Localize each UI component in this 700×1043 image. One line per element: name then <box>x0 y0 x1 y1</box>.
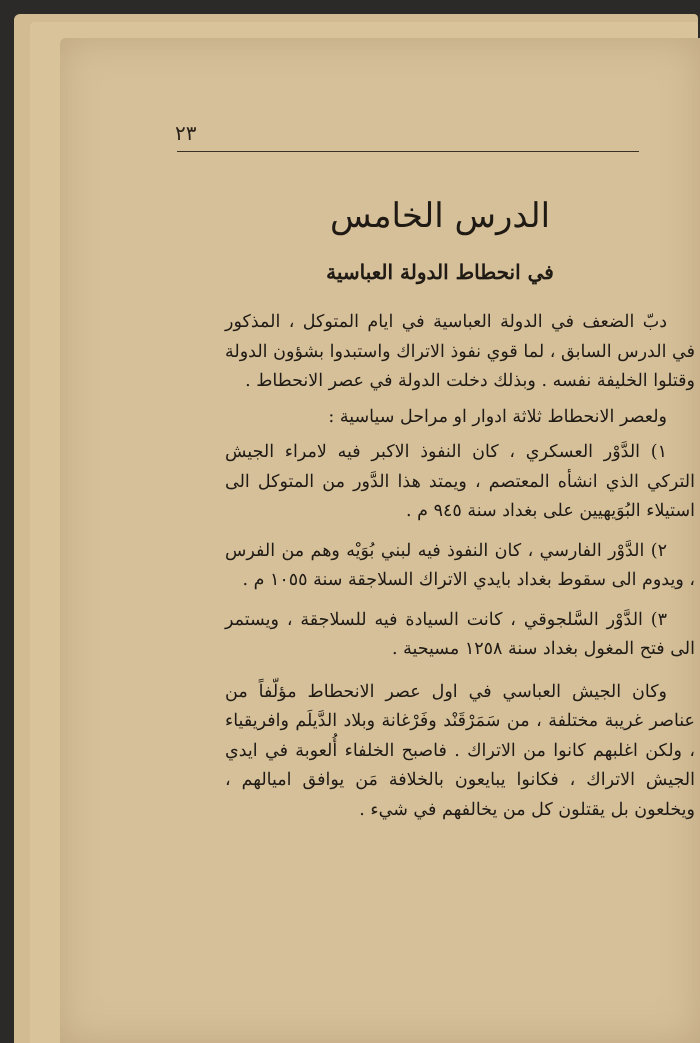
paragraph-army: وكان الجيش العباسي في اول عصر الانحطاط مؤلّفاً من عناصر غريبة مختلفة ، من سَمَرْقَنْد وفَرْغانة وبلاد الدَّيلَم وافريقياء ، ولكن اغلبهم كانوا من الاتراك . فاصبح الخلفاء أُلعوبة في ايدي الجيش الاتراك ، فكانوا يبايعون بالخلافة مَن يوافق اميالهم ، ويخلعون بل يقتلون كل من يخالفهم في شيء . <box>225 681 695 820</box>
paragraph-stages-lead: ولعصر الانحطاط ثلاثة ادوار او مراحل سياسية : <box>328 406 667 427</box>
book-page <box>60 38 700 1043</box>
page-number: ٢٣ <box>175 121 197 145</box>
paragraph-intro: دبّ الضعف في الدولة العباسية في ايام المتوكل ، المذكور في الدرس السابق ، لما قوي نفوذ الاتراك واستبدوا بشؤون الدولة وقتلوا الخليفة نفسه . وبذلك دخلت الدولة في عصر الانحطاط . <box>225 312 695 391</box>
lesson-title: الدرس الخامس <box>329 196 551 236</box>
paragraph-stage-military: ١) الدَّوْر العسكري ، كان النفوذ الاكبر فيه لامراء الجيش التركي الذي انشأه المعتصم ، ويمتد هذا الدَّور من المتوكل الى استيلاء البُوَيهيين على بغداد سنة ٩٤٥ م . <box>225 442 695 521</box>
paragraph-stage-persian: ٢) الدَّوْر الفارسي ، كان النفوذ فيه لبني بُوَيْه وهم من الفرس ، ويدوم الى سقوط بغداد بايدي الاتراك السلاجقة سنة ١٠٥٥ م . <box>225 540 695 590</box>
paragraph-stage-seljuk: ٣) الدَّوْر السَّلجوقي ، كانت السيادة فيه للسلاجقة ، ويستمر الى فتح المغول بغداد سنة ١٢٥٨ مسيحية . <box>225 609 695 659</box>
lesson-subtitle: في انحطاط الدولة العباسية <box>326 260 554 284</box>
header-rule <box>177 151 639 152</box>
lesson-body <box>225 308 695 825</box>
